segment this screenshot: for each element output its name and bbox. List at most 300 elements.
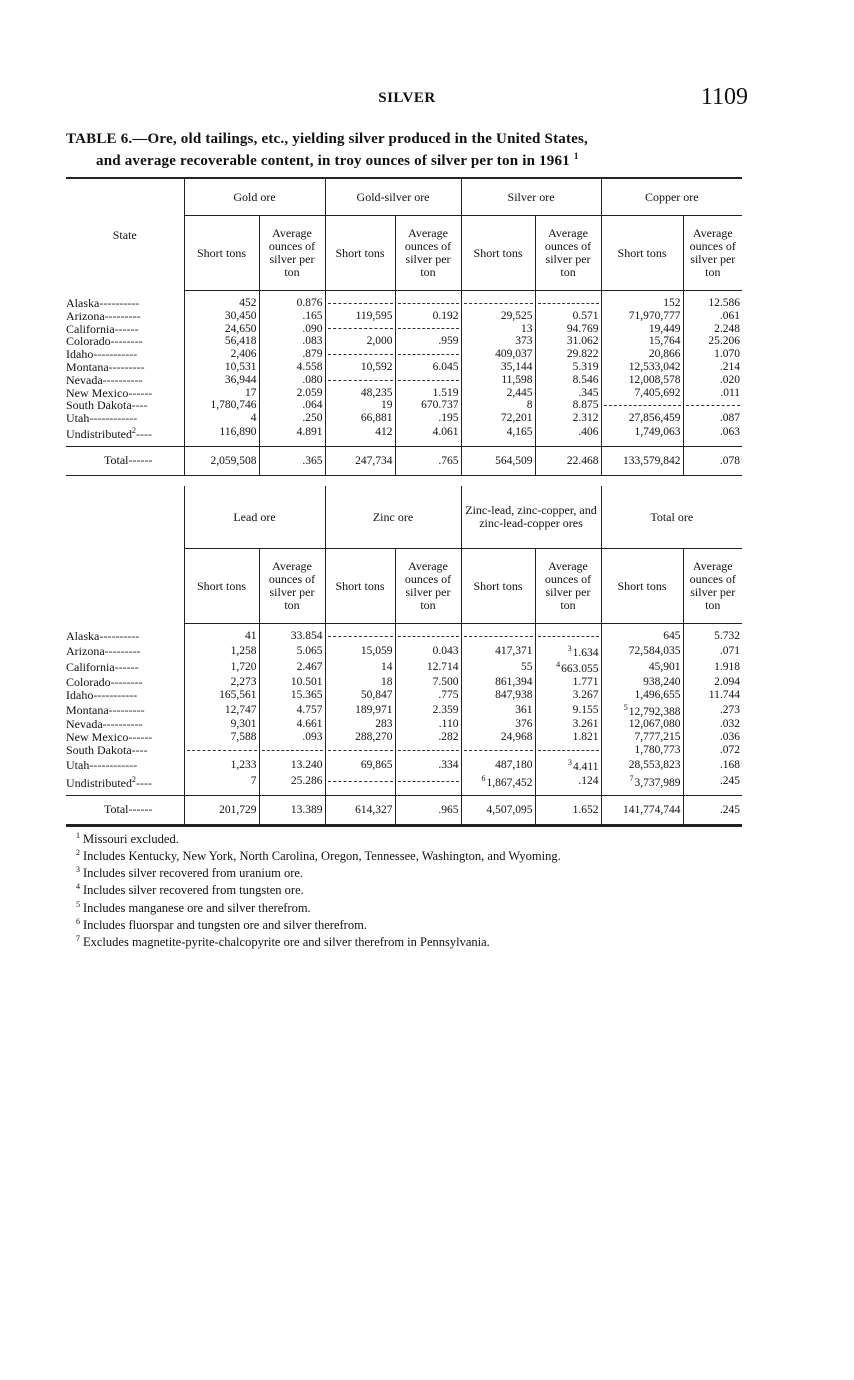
footnote-text: Excludes magnetite-pyrite-chalcopyrite ore and silver therefrom in Pennsylvania. <box>83 935 490 950</box>
short-tons-header: Short tons <box>461 549 535 624</box>
leader-dots: ---------- <box>102 373 143 387</box>
leader-dots: ------ <box>114 660 139 675</box>
cell-value: .087 <box>719 412 741 425</box>
cell-value: 8.875 <box>572 399 599 412</box>
cell-value: 5.065 <box>296 644 323 657</box>
value-cell <box>325 624 395 643</box>
cell-value: 1.918 <box>714 661 740 674</box>
value-cell <box>683 335 742 348</box>
group-header-row <box>66 178 742 216</box>
cell-value: 1,496,655 <box>634 688 681 701</box>
value-cell <box>683 702 742 719</box>
cell-value: .345 <box>578 386 599 399</box>
cell-value: 12.586 <box>708 297 741 309</box>
table-row <box>66 702 742 719</box>
state-name: Alaska <box>66 628 100 643</box>
cell-value: 10,592 <box>360 360 393 373</box>
cell-value: 417,371 <box>495 644 533 657</box>
no-data-dash <box>328 781 393 782</box>
value-cell <box>184 323 259 336</box>
value-cell <box>601 348 683 361</box>
running-title: SILVER <box>378 90 436 106</box>
short-tons-header: Short tons <box>601 549 683 624</box>
table-row <box>66 731 742 744</box>
value-cell <box>259 624 325 643</box>
value-cell <box>535 702 601 719</box>
average-ounces-header: Average ounces of silver per ton <box>395 216 461 291</box>
state-cell <box>66 718 184 731</box>
cell-value: 189,971 <box>355 703 393 716</box>
value-cell <box>535 689 601 702</box>
value-cell <box>461 425 535 446</box>
cell-value: 8.546 <box>572 373 599 386</box>
leader-dots: -------- <box>110 676 143 689</box>
footnote-number: 2 <box>76 848 80 858</box>
value-cell <box>395 348 461 361</box>
value-cell <box>259 757 325 774</box>
cell-value: 2.059 <box>296 386 323 399</box>
table-row <box>66 348 742 361</box>
leader-dots: ---------- <box>99 295 140 310</box>
state-name: Arizona <box>66 309 105 323</box>
table-row <box>66 399 742 412</box>
cell-value: 7,405,692 <box>634 386 681 399</box>
cell-value: 41 <box>245 630 257 642</box>
no-data-dash <box>398 750 459 751</box>
caption-footnote-mark: 1 <box>573 151 579 161</box>
value-cell <box>259 387 325 400</box>
value-cell <box>325 374 395 387</box>
state-name: Montana <box>66 702 109 717</box>
cell-value: 33.854 <box>290 630 323 642</box>
state-cell <box>66 659 184 676</box>
value-cell <box>535 291 601 310</box>
cell-value: 12.714 <box>426 661 459 674</box>
value-cell <box>325 702 395 719</box>
total-value: .245 <box>719 803 740 816</box>
value-cell <box>395 361 461 374</box>
footnote-number: 3 <box>76 865 80 875</box>
group-header: Lead ore <box>184 486 325 549</box>
value-cell <box>395 624 461 643</box>
value-cell <box>325 744 395 757</box>
cell-value: 847,938 <box>495 688 533 701</box>
table-row <box>66 718 742 731</box>
state-name: California <box>66 322 115 336</box>
cell-value: 373 <box>515 335 533 348</box>
total-value-cell <box>184 446 259 475</box>
footnote <box>76 880 766 897</box>
cell-value: .124 <box>578 775 599 788</box>
cell-value: 27,856,459 <box>628 412 681 425</box>
total-row <box>66 795 742 825</box>
cell-value: .080 <box>302 373 323 386</box>
total-value: 4,507,095 <box>486 803 533 816</box>
cell-value: .083 <box>302 335 323 348</box>
value-cell <box>325 310 395 323</box>
leader-dots: --------- <box>104 643 141 658</box>
value-cell <box>184 310 259 323</box>
leader-dots: ---- <box>131 399 148 413</box>
no-data-dash <box>398 636 459 637</box>
leader-dots: ---------- <box>102 718 143 732</box>
cell-value: 29.822 <box>566 348 599 361</box>
value-cell <box>535 731 601 744</box>
short-tons-header: Short tons <box>461 216 535 291</box>
footnotes <box>76 829 766 949</box>
value-cell <box>683 689 742 702</box>
value-cell <box>535 387 601 400</box>
cell-value: 2.248 <box>714 322 741 335</box>
value-cell <box>184 361 259 374</box>
footnote-mark: 3 <box>567 643 572 653</box>
cell-value: .020 <box>719 373 741 386</box>
average-ounces-header: Average ounces of silver per ton <box>683 216 742 291</box>
footnote-text: Includes fluorspar and tungsten ore and silver therefrom. <box>83 917 367 932</box>
table-row <box>66 361 742 374</box>
leader-dots: ------ <box>128 386 153 400</box>
table-row <box>66 773 742 795</box>
cell-value: 20,866 <box>648 348 681 361</box>
state-name: New Mexico <box>66 386 129 400</box>
value-cell <box>325 757 395 774</box>
cell-value: 25.206 <box>708 335 741 348</box>
cell-value: 4.061 <box>432 426 459 439</box>
leader-dots: ------ <box>128 802 153 817</box>
no-data-dash <box>398 380 459 381</box>
state-name: Idaho <box>66 348 94 361</box>
value-cell <box>184 689 259 702</box>
value-cell <box>259 643 325 660</box>
total-value: .965 <box>438 803 459 816</box>
footnote-number: 7 <box>76 933 80 943</box>
cell-value: 409,037 <box>495 348 533 361</box>
cell-value: 4.558 <box>296 360 323 373</box>
group-header: Zinc ore <box>325 486 461 549</box>
value-cell <box>601 773 683 795</box>
leader-dots: ---- <box>136 775 152 790</box>
no-data-dash <box>464 750 533 751</box>
cell-value: 119,595 <box>355 309 393 322</box>
cell-value: 1.070 <box>714 348 741 361</box>
value-cell <box>259 291 325 310</box>
value-cell <box>461 399 535 412</box>
short-tons-header: Short tons <box>325 549 395 624</box>
no-data-dash <box>464 303 533 304</box>
total-value-cell <box>601 446 683 475</box>
value-cell <box>395 757 461 774</box>
total-value-cell <box>683 446 742 475</box>
leader-dots: --------- <box>108 360 145 374</box>
short-tons-header: Short tons <box>184 216 259 291</box>
group-header: Silver ore <box>461 178 601 216</box>
value-cell <box>461 624 535 643</box>
state-name: Alaska <box>66 295 100 310</box>
cell-value: 7,588 <box>230 731 257 744</box>
no-data-dash <box>538 750 599 751</box>
value-cell <box>184 731 259 744</box>
table-part-2 <box>66 486 742 827</box>
state-cell <box>66 323 184 336</box>
value-cell <box>535 425 601 446</box>
cell-value: 1,720 <box>230 661 257 674</box>
value-cell <box>535 676 601 689</box>
value-cell <box>683 718 742 731</box>
footnote-text: Includes Kentucky, New York, North Carolina, Oregon, Tennessee, Washington, and Wyoming. <box>83 849 561 864</box>
cell-value: 2.094 <box>714 676 740 689</box>
total-value-cell <box>184 795 259 825</box>
state-column-header: State <box>112 228 137 242</box>
cell-value: 15,059 <box>360 644 393 657</box>
state-name: Colorado <box>66 676 111 689</box>
value-cell <box>601 412 683 425</box>
total-value-cell <box>461 795 535 825</box>
cell-value: 4 <box>250 412 257 425</box>
footnote <box>76 863 766 880</box>
average-ounces-header: Average ounces of silver per ton <box>535 549 601 624</box>
cell-value: .245 <box>719 775 740 788</box>
table-caption <box>66 131 748 170</box>
value-cell <box>184 291 259 310</box>
leader-dots: ------------ <box>89 412 138 425</box>
value-cell <box>184 718 259 731</box>
cell-value: 2,273 <box>230 676 257 689</box>
cell-value: 48,235 <box>360 386 393 399</box>
table-row <box>66 757 742 774</box>
total-value-cell <box>259 795 325 825</box>
value-cell <box>461 387 535 400</box>
value-cell <box>535 757 601 774</box>
cell-value: 17 <box>245 386 257 399</box>
total-label-cell <box>66 446 184 475</box>
value-cell <box>683 323 742 336</box>
footnote <box>76 829 766 846</box>
state-name: Utah <box>66 757 90 772</box>
state-name: California <box>66 660 115 675</box>
value-cell <box>535 335 601 348</box>
value-cell <box>259 659 325 676</box>
cell-value: 165,561 <box>219 688 257 701</box>
footnote-number: 1 <box>76 831 80 840</box>
leader-dots: ------ <box>128 453 153 468</box>
total-value: 13.389 <box>290 803 323 816</box>
caption-line-1: —Ore, old tailings, etc., yielding silver produced in the United States, <box>132 131 589 147</box>
value-cell <box>259 744 325 757</box>
cell-value: 30,450 <box>224 309 257 322</box>
cell-value: 6.045 <box>432 360 459 373</box>
group-header: Zinc-lead, zinc-copper, and zinc-lead-copper ores <box>461 486 601 549</box>
table-row <box>66 412 742 425</box>
value-cell <box>184 387 259 400</box>
value-cell <box>683 757 742 774</box>
value-cell <box>535 348 601 361</box>
value-cell <box>461 374 535 387</box>
short-tons-header: Short tons <box>325 216 395 291</box>
value-cell <box>535 323 601 336</box>
value-cell <box>325 291 395 310</box>
short-tons-header: Short tons <box>184 549 259 624</box>
no-data-dash <box>187 750 257 751</box>
no-data-dash <box>398 303 459 304</box>
leader-dots: ------ <box>128 731 153 744</box>
average-ounces-header: Average ounces of silver per ton <box>395 549 461 624</box>
cell-value: 361 <box>515 703 533 716</box>
value-cell <box>325 387 395 400</box>
value-cell <box>461 659 535 676</box>
state-cell <box>66 291 184 310</box>
total-value-cell <box>395 795 461 825</box>
value-cell <box>184 773 259 795</box>
cell-value: .165 <box>302 309 323 322</box>
cell-value: 19,449 <box>648 322 681 335</box>
value-cell <box>395 676 461 689</box>
leader-dots: --------- <box>104 309 141 323</box>
cell-value: 412 <box>375 426 393 439</box>
value-cell <box>395 291 461 310</box>
value-cell <box>184 659 259 676</box>
cell-value: 35,144 <box>500 360 533 373</box>
value-cell <box>683 624 742 643</box>
no-data-dash <box>538 303 599 304</box>
state-cell <box>66 335 184 348</box>
table-row <box>66 374 742 387</box>
average-ounces-header: Average ounces of silver per ton <box>259 216 325 291</box>
leader-dots: ----------- <box>93 688 138 702</box>
cell-value: 9.155 <box>572 703 599 716</box>
total-value-cell <box>461 446 535 475</box>
footnote-mark: 5 <box>623 702 628 712</box>
value-cell <box>184 374 259 387</box>
cell-value: 938,240 <box>643 676 681 689</box>
cell-value: 487,180 <box>495 758 533 771</box>
total-value-cell <box>395 446 461 475</box>
value-cell <box>184 643 259 660</box>
state-cell <box>66 399 184 412</box>
cell-value: 13.240 <box>290 758 323 771</box>
value-cell <box>259 412 325 425</box>
total-value: 201,729 <box>219 803 257 816</box>
value-cell <box>325 718 395 731</box>
value-cell <box>535 773 601 795</box>
table-row <box>66 689 742 702</box>
value-cell <box>395 744 461 757</box>
table-row <box>66 425 742 446</box>
value-cell <box>184 399 259 412</box>
no-data-dash <box>328 303 393 304</box>
total-row <box>66 446 742 475</box>
cell-value: .282 <box>438 731 459 744</box>
value-cell <box>395 689 461 702</box>
table-row <box>66 291 742 310</box>
value-cell <box>601 744 683 757</box>
cell-value: 0.876 <box>296 297 323 309</box>
value-cell <box>395 310 461 323</box>
value-cell <box>395 335 461 348</box>
value-cell <box>395 659 461 676</box>
cell-value: 66,881 <box>360 412 393 425</box>
state-cell <box>66 412 184 425</box>
cell-value: 11.744 <box>708 688 740 701</box>
value-cell <box>259 702 325 719</box>
state-name: Arizona <box>66 643 105 658</box>
value-cell <box>535 374 601 387</box>
state-cell <box>66 773 184 795</box>
value-cell <box>259 374 325 387</box>
value-cell <box>535 412 601 425</box>
value-cell <box>461 310 535 323</box>
cell-value: 12,533,042 <box>628 360 681 373</box>
value-cell <box>461 689 535 702</box>
state-name: Nevada <box>66 718 103 732</box>
cell-value: .032 <box>719 718 740 731</box>
cell-value: 3,737,989 <box>634 777 681 790</box>
cell-value: 55 <box>521 661 533 674</box>
value-cell <box>325 348 395 361</box>
state-name: South Dakota <box>66 399 132 413</box>
cell-value: 5.319 <box>572 360 599 373</box>
group-header: Copper ore <box>601 178 742 216</box>
cell-value: 9,301 <box>230 718 257 731</box>
group-header: Gold ore <box>184 178 325 216</box>
value-cell <box>535 643 601 660</box>
value-cell <box>325 773 395 795</box>
cell-value: 7 <box>250 775 257 788</box>
cell-value: 4.411 <box>573 760 599 773</box>
value-cell <box>184 744 259 757</box>
cell-value: 1.821 <box>572 731 599 744</box>
cell-value: .093 <box>302 731 323 744</box>
value-cell <box>461 291 535 310</box>
footnote-mark: 7 <box>629 774 634 784</box>
state-cell <box>66 702 184 719</box>
running-header <box>66 84 748 112</box>
state-cell <box>66 387 184 400</box>
cell-value: 2.359 <box>432 703 459 716</box>
cell-value: 11,598 <box>501 373 533 386</box>
value-cell <box>683 387 742 400</box>
cell-value: 4.661 <box>296 718 323 731</box>
value-cell <box>325 731 395 744</box>
value-cell <box>601 425 683 446</box>
value-cell <box>601 757 683 774</box>
value-cell <box>683 412 742 425</box>
cell-value: 29,525 <box>500 309 533 322</box>
cell-value: .775 <box>438 688 459 701</box>
state-cell <box>66 425 184 446</box>
value-cell <box>535 399 601 412</box>
total-value: 2,059,508 <box>210 454 257 467</box>
cell-value: 4,165 <box>506 426 533 439</box>
value-cell <box>325 335 395 348</box>
state-cell <box>66 374 184 387</box>
value-cell <box>461 744 535 757</box>
cell-value: .214 <box>719 360 741 373</box>
state-cell <box>66 624 184 643</box>
value-cell <box>535 718 601 731</box>
cell-value: 15.365 <box>290 688 323 701</box>
cell-value: 1,233 <box>230 758 257 771</box>
cell-value: 0.192 <box>432 309 459 322</box>
state-name: Colorado <box>66 335 111 349</box>
value-cell <box>461 412 535 425</box>
value-cell <box>259 399 325 412</box>
cell-value: 36,944 <box>224 373 257 386</box>
value-cell <box>395 412 461 425</box>
value-cell <box>683 361 742 374</box>
total-value: 22.468 <box>566 454 599 467</box>
cell-value: 12,792,388 <box>628 705 681 718</box>
cell-value: 2,445 <box>506 386 533 399</box>
